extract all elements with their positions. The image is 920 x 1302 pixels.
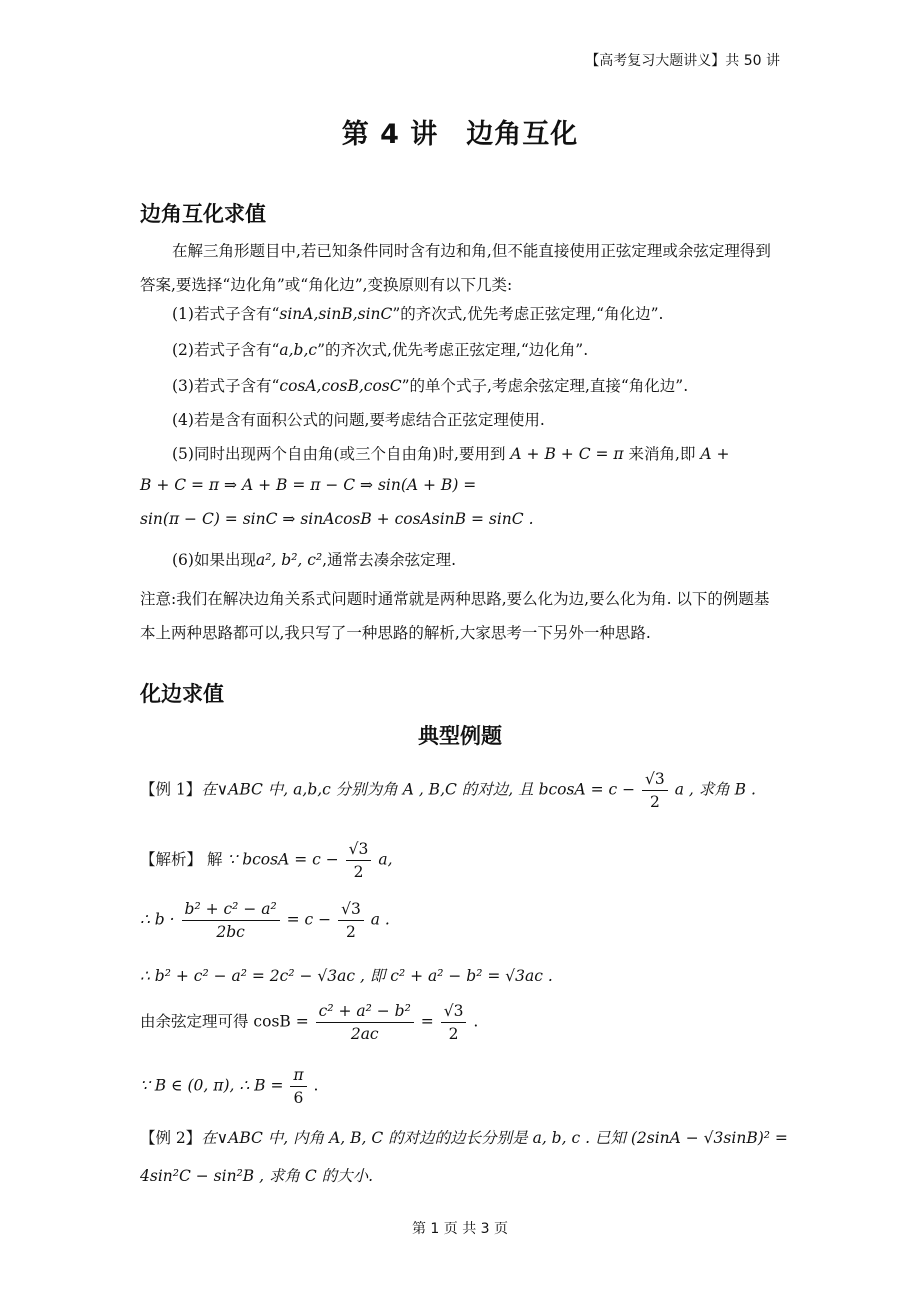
note-paragraph: 注意:我们在解决边角关系式问题时通常就是两种思路,要么化为边,要么化为角. 以下的例题基本上两种思路都可以,我只写了一种思路的解析,大家思考一下另外一种思路. <box>140 590 770 642</box>
rule-item-5-formula-2: sin(π − C) = sinC ⇒ sinAcosB + cosAsinB = sinC . <box>140 510 534 528</box>
fraction-sqrt3-over-2: $\frac{√3}{2}$ <box>642 768 668 813</box>
section-heading-1: 边角互化求值 <box>140 202 266 226</box>
solution-line-2: ∴ b · $\frac{\text{b² + c² − a²}}{2bc}$ = c − $\frac{√3}{2}$ a . <box>140 900 390 941</box>
rule-item-5: (5)同时出现两个自由角(或三个自由角)时,要用到 A + B + C = π 来消角,即 A + <box>172 445 730 463</box>
running-header: 【高考复习大题讲义】共 50 讲 <box>585 53 780 69</box>
rule-item-1: (1)若式子含有“sinA,sinB,sinC”的齐次式,优先考虑正弦定理,“角化边”. <box>172 305 664 323</box>
rule-item-2: (2)若式子含有“a,b,c”的齐次式,优先考虑正弦定理,“边化角”. <box>172 341 589 359</box>
solution-line-1: 【解析】 解 ∵ bcosA = c − $\frac{√3}{2}$ a, <box>140 840 393 881</box>
example-1: 【例 1】在∨ABC 中, a,b,c 分别为角 A , B,C 的对边, 且 bcosA = c − $\frac{√3}{2}$ a , 求角 B . <box>140 770 756 811</box>
example-2-line-1: 【例 2】在∨ABC 中, 内角 A, B, C 的对边的边长分别是 a, b, c . 已知 (2sinA − √3sinB)² = <box>140 1129 788 1147</box>
rule-item-6: (6)如果出现a², b², c²,通常去凑余弦定理. <box>172 551 457 569</box>
rule-item-4: (4)若是含有面积公式的问题,要考虑结合正弦定理使用. <box>172 411 545 429</box>
rule-item-5-formula-1: B + C = π ⇒ A + B = π − C ⇒ sin(A + B) = <box>140 476 477 494</box>
section-heading-2: 化边求值 <box>140 682 224 706</box>
page-title: 第 4 讲 边角互化 <box>341 119 579 150</box>
example-2-line-2: 4sin²C − sin²B , 求角 C 的大小. <box>140 1167 374 1185</box>
solution-line-3: ∴ b² + c² − a² = 2c² − √3ac , 即 c² + a² − b² = √3ac . <box>140 967 553 985</box>
intro-paragraph: 在解三角形题目中,若已知条件同时含有边和角,但不能直接使用正弦定理或余弦定理得到答案,要选择“边化角”或“角化边”,变换原则有以下几类: <box>140 242 771 294</box>
page-footer: 第 1 页 共 3 页 <box>411 1221 509 1237</box>
solution-line-4: 由余弦定理可得 cosB = $\frac{\text{c² + a² − b²}}{2ac}$ = $\frac{√3}{2}$ . <box>140 1002 479 1043</box>
rule-item-3: (3)若式子含有“cosA,cosB,cosC”的单个式子,考虑余弦定理,直接“角化边”. <box>172 377 689 395</box>
examples-heading: 典型例题 <box>418 724 502 748</box>
solution-line-5: ∵ B ∈ (0, π), ∴ B = $\frac{\pi}{6}$ . <box>140 1066 319 1107</box>
